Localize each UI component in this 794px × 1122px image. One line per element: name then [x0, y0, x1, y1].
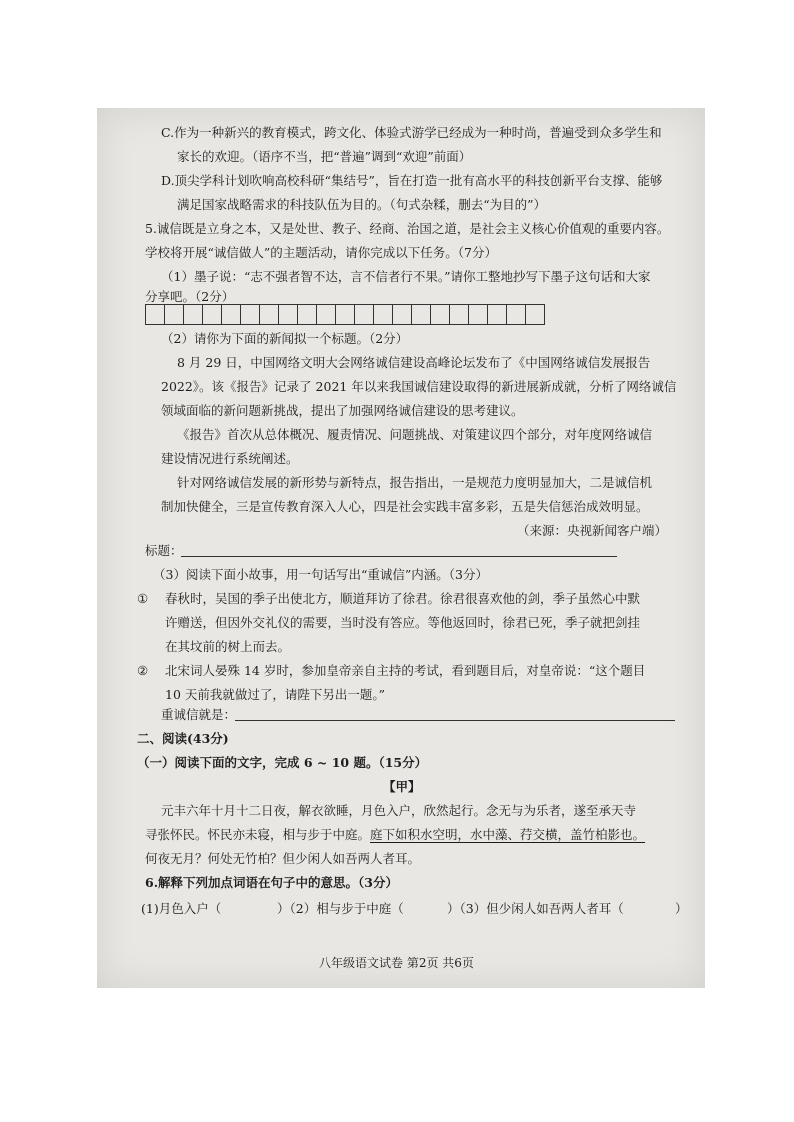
grid-cell[interactable]: [222, 305, 241, 324]
passage-line: 元丰六年十月十二日夜，解衣欲睡，月色入户，欣然起行。念无与为乐者，遂至承天寺: [161, 803, 637, 818]
grid-cell[interactable]: [450, 305, 469, 324]
grid-cell[interactable]: [488, 305, 507, 324]
answer-label: 重诚信就是：: [161, 707, 237, 722]
grid-cell[interactable]: [279, 305, 298, 324]
reading-subheading: （一）阅读下面的文字，完成 6 ~ 10 题。（15分）: [137, 755, 428, 770]
integrity-answer-blank[interactable]: [235, 706, 675, 721]
grid-cell[interactable]: [146, 305, 165, 324]
grid-cell[interactable]: [317, 305, 336, 324]
passage-text: 寻张怀民。怀民亦未寝，相与步于中庭。: [145, 827, 371, 842]
story1-line: 春秋时，吴国的季子出使北方，顺道拜访了徐君。徐君很喜欢他的剑，季子虽然心中默: [165, 591, 641, 606]
news-line: 建设情况进行系统阐述。: [161, 451, 299, 466]
q5-intro-line1: 5.诚信既是立身之本，又是处世、教子、经商、治国之道，是社会主义核心价值观的重要内容。: [145, 221, 670, 236]
title-label: 标题：: [145, 543, 183, 558]
grid-cell[interactable]: [374, 305, 393, 324]
q5-part1-line2: 分享吧。（2分）: [145, 289, 235, 304]
grid-cell[interactable]: [355, 305, 374, 324]
grid-cell[interactable]: [526, 305, 545, 324]
question-6: 6.解释下列加点词语在句子中的意思。（3分）: [145, 875, 398, 890]
passage-jia-heading: 【甲】: [383, 779, 421, 794]
grid-cell[interactable]: [165, 305, 184, 324]
q5-intro-line2: 学校将开展“诚信做人”的主题活动，请你完成以下任务。（7分）: [145, 245, 497, 260]
grid-cell[interactable]: [260, 305, 279, 324]
option-c-line1: C.作为一种新兴的教育模式，跨文化、体验式游学已经成为一种时尚，普遍受到众多学生和: [161, 125, 662, 140]
grid-cell[interactable]: [203, 305, 222, 324]
grid-cell[interactable]: [469, 305, 488, 324]
title-answer-blank[interactable]: [181, 542, 617, 557]
section-heading: 二、阅读(43分): [137, 731, 229, 746]
news-line: 制加快健全，三是宣传教育深入人心，四是社会实践丰富多彩，五是失信惩治成效明显。: [161, 499, 649, 514]
grid-cell[interactable]: [241, 305, 260, 324]
passage-line: [145, 826, 645, 844]
q5-part3: （3）阅读下面小故事，用一句话写出“重诚信”内涵。（3分）: [153, 567, 488, 582]
story1-line: 许赠送，但因外交礼仪的需要，当时没有答应。等他返回时，徐君已死，季子就把剑挂: [165, 615, 641, 630]
grid-cell[interactable]: [393, 305, 412, 324]
q6-item-2: ）（2）相与步于中庭（: [277, 901, 404, 916]
grid-cell[interactable]: [298, 305, 317, 324]
news-line: 《报告》首次从总体概况、履责情况、问题挑战、对策建议四个部分，对年度网络诚信: [177, 427, 653, 442]
option-d-line1: D.顶尖学科计划吹响高校科研“集结号”，旨在打造一批有高水平的科技创新平台支撑、能够: [161, 173, 663, 188]
story2-number: ②: [137, 663, 149, 678]
story2-line: 10 天前我就做过了，请陛下另出一题。”: [165, 687, 386, 702]
q5-part2: （2）请你为下面的新闻拟一个标题。（2分）: [161, 331, 409, 346]
news-source: （来源：央视新闻客户端）: [517, 523, 668, 538]
grid-cell[interactable]: [507, 305, 526, 324]
story1-line: 在其坟前的树上而去。: [165, 639, 291, 654]
grid-cell[interactable]: [412, 305, 431, 324]
q6-item-1: (1)月色入户（: [141, 901, 222, 916]
grid-cell[interactable]: [184, 305, 203, 324]
grid-cell[interactable]: [431, 305, 450, 324]
news-line: 领域面临的新问题新挑战，提出了加强网络诚信建设的思考建议。: [161, 403, 524, 418]
grid-cell[interactable]: [336, 305, 355, 324]
option-c-line2: 家长的欢迎。（语序不当，把“普遍”调到“欢迎”前面）: [177, 149, 472, 164]
news-line: 2022》。该《报告》记录了 2021 年以来我国诚信建设取得的新进展新成就，分析了网络诚信: [161, 379, 677, 394]
story1-number: ①: [137, 591, 149, 606]
q5-part1-line1: （1）墨子说：“志不强者智不达，言不信者行不果。”请你工整地抄写下墨子这句话和大家: [161, 269, 651, 284]
page-footer: 八年级语文试卷 第2页 共6页: [319, 956, 474, 970]
news-line: 针对网络诚信发展的新形势与新特点，报告指出，一是规范力度明显加大，二是诚信机: [177, 475, 653, 490]
option-d-line2: 满足国家战略需求的科技队伍为目的。（句式杂糅，删去“为目的”）: [177, 197, 547, 212]
writing-grid[interactable]: [145, 304, 545, 325]
passage-underlined-text: 庭下如积水空明，水中藻、荇交横，盖竹柏影也。: [370, 827, 646, 842]
exam-page: [97, 108, 705, 988]
story2-line: 北宋词人晏殊 14 岁时，参加皇帝亲自主持的考试，看到题目后，对皇帝说：“这个题目: [165, 663, 646, 678]
q6-item-3: ）（3）但少闲人如吾两人者耳（: [447, 901, 624, 916]
q6-item-end: ）: [675, 901, 688, 916]
news-line: 8 月 29 日，中国网络文明大会网络诚信建设高峰论坛发布了《中国网络诚信发展报告: [177, 355, 651, 370]
passage-line: 何夜无月？何处无竹柏？但少闲人如吾两人者耳。: [145, 851, 421, 866]
